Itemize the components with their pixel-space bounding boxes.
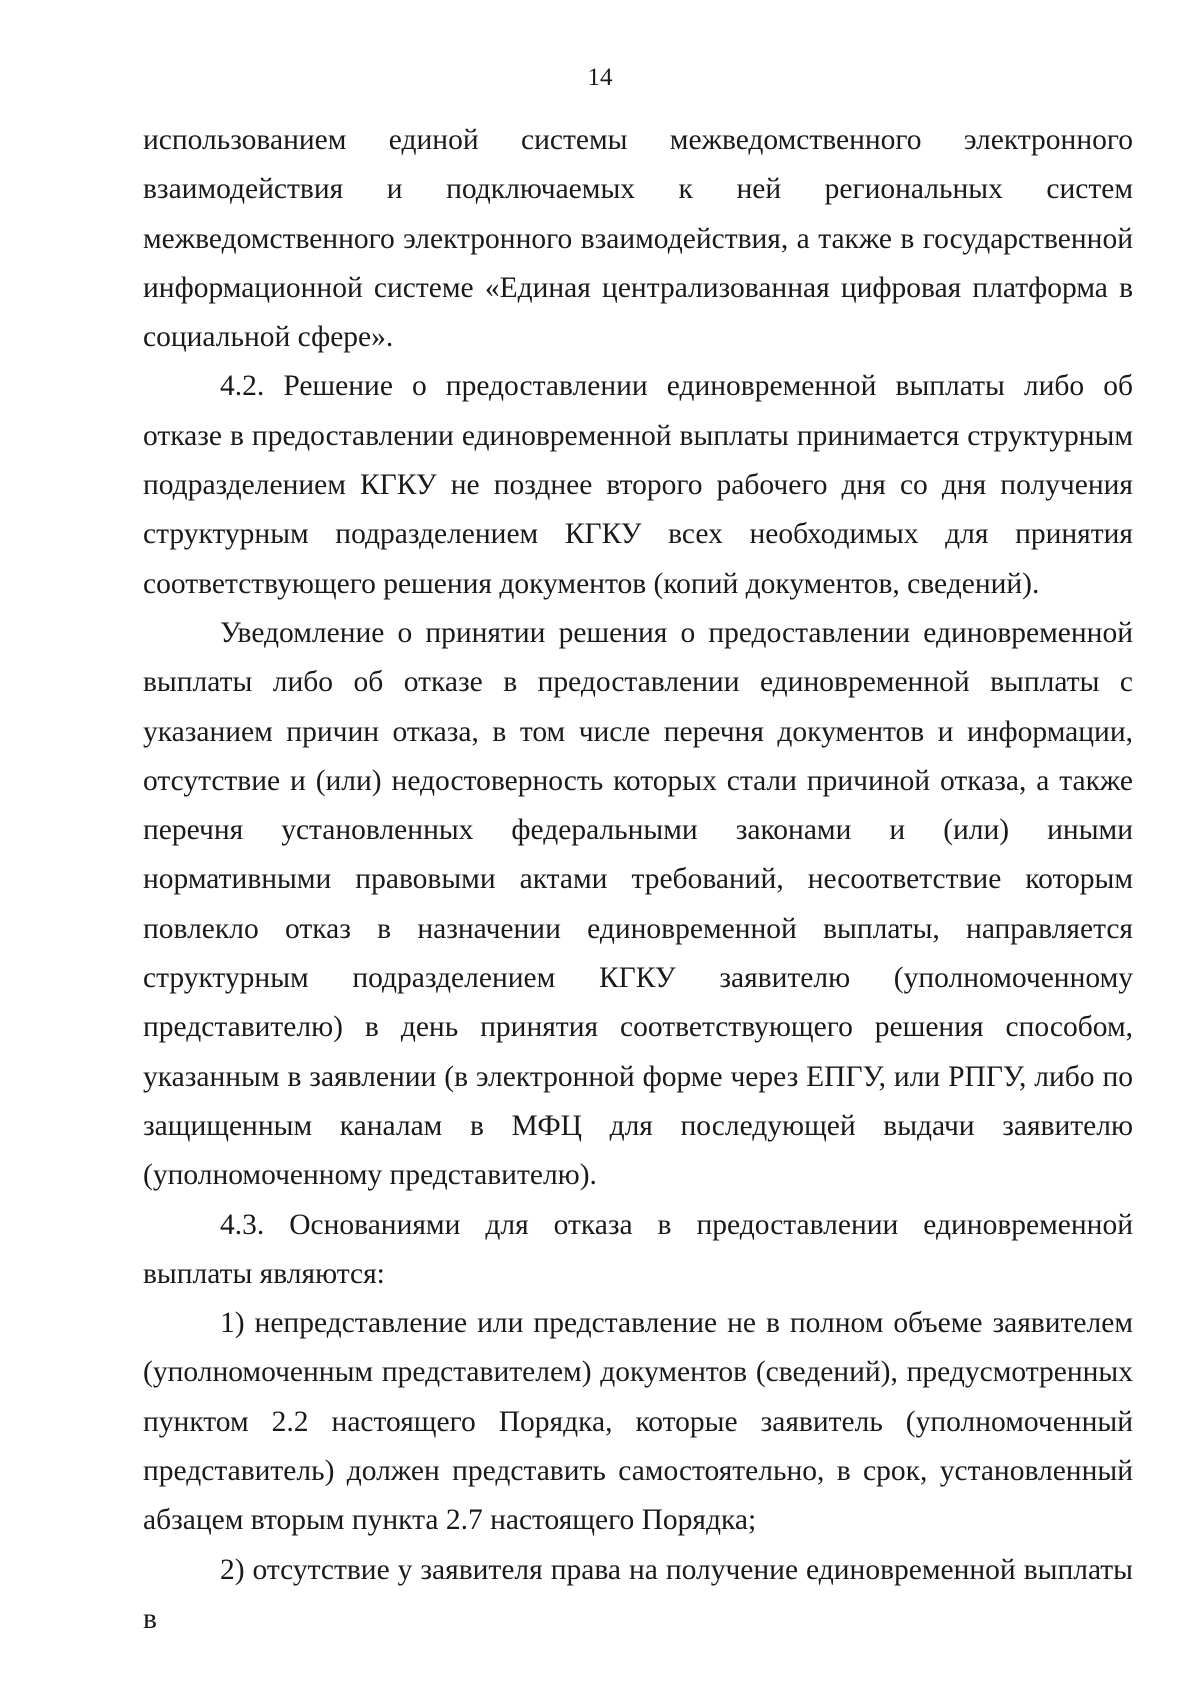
paragraph-4-3: 4.3. Основаниями для отказа в предоставлении единовременной выплаты являются: [143,1208,1133,1290]
page-number: 14 [587,64,613,91]
paragraph-notification: Уведомление о принятии решения о предоставлении единовременной выплаты либо об отказе в предоставлении единовременной выплаты с указанием причин отказа, в том числе перечня документов и информации, отсутствие и (или) недостоверность которых стали причиной отказа, а также перечня установленных федеральными законами и (или) иными нормативными правовыми актами требований, несоответствие которым повлекло отказ в назначении единовременной выплаты, направляется структурным подразделением КГКУ заявителю (уполномоченному представителю) в день принятия соответствующего решения способом, указанным в заявлении (в электронной форме через ЕПГУ, или РПГУ, либо по защищенным каналам в МФЦ для последующей выдачи заявителю (уполномоченному представителю). [143,616,1133,1192]
document-body [143,116,1133,1644]
paragraph-continuation: использованием единой системы межведомственного электронного взаимодействия и подключаемых к ней региональных систем межведомственного электронного взаимодействия, а также в государственной информационной системе «Единая централизованная цифровая платформа в социальной сфере». [143,124,1133,354]
list-item-2: 2) отсутствие у заявителя права на получение единовременной выплаты в [143,1553,1133,1635]
list-item-1: 1) непредставление или представление не в полном объеме заявителем (уполномоченным представителем) документов (сведений), предусмотренных пунктом 2.2 настоящего Порядка, которые заявитель (уполномоченный представитель) должен представить самостоятельно, в срок, установленный абзацем вторым пункта 2.7 настоящего Порядка; [143,1307,1133,1537]
paragraph-4-2: 4.2. Решение о предоставлении единовременной выплаты либо об отказе в предоставлении единовременной выплаты принимается структурным подразделением КГКУ не позднее второго рабочего дня со дня получения структурным подразделением КГКУ всех необходимых для принятия соответствующего решения документов (копий документов, сведений). [143,370,1133,600]
